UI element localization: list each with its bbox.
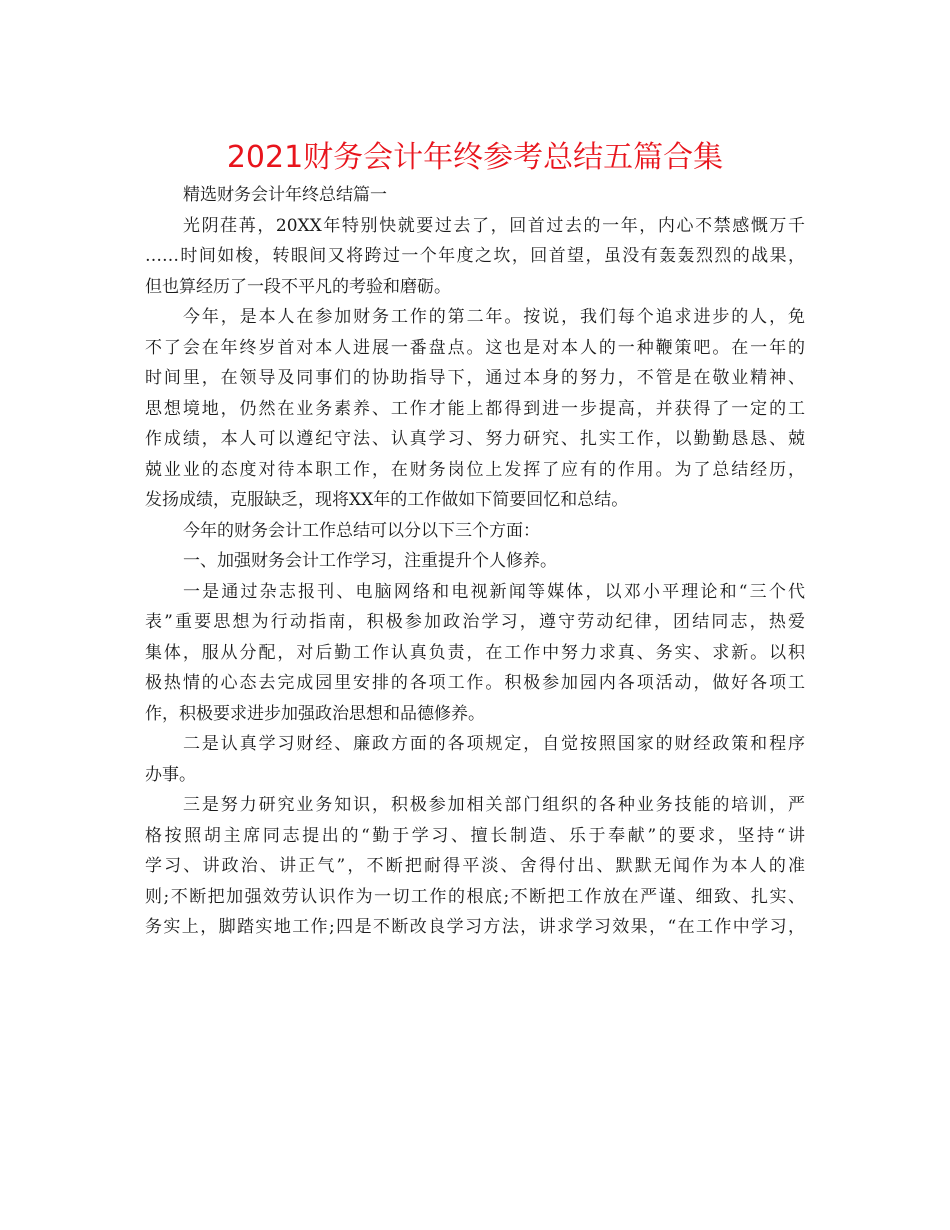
text-line: 思想境地，仍然在业务素养、工作才能上都得到进一步提高，并获得了一定的工: [145, 398, 805, 419]
text-line: 今年的财务会计工作总结可以分以下三个方面：: [183, 520, 540, 541]
text-line: 则;不断把加强效劳认识作为一切工作的根底;不断把工作放在严谨、细致、扎实、: [145, 886, 805, 907]
document-body: [145, 180, 805, 943]
text-line: 光阴荏苒，20XX年特别快就要过去了，回首过去的一年，内心不禁感慨万千: [183, 215, 805, 236]
text-line: 兢业业的态度对待本职工作，在财务岗位上发挥了应有的作用。为了总结经历，: [145, 459, 805, 480]
text-line: 三是努力研究业务知识，积极参加相关部门组织的各种业务技能的培训，严: [183, 795, 805, 815]
text-line: 学习、讲政治、讲正气”，不断把耐得平淡、舍得付出、默默无闻作为本人的准: [145, 856, 805, 876]
text-line: ……时间如梭，转眼间又将跨过一个年度之坎，回首望，虽没有轰轰烈烈的战果，: [145, 246, 805, 266]
text-line: 务实上，脚踏实地工作;四是不断改良学习方法，讲求学习效果，“在工作中学习，: [145, 917, 805, 937]
text-line: 一是通过杂志报刊、电脑网络和电视新闻等媒体，以邓小平理论和“三个代: [183, 581, 805, 602]
text-line: 集体，服从分配，对后勤工作认真负责，在工作中努力求真、务实、求新。以积: [145, 642, 805, 663]
text-line: 时间里，在领导及同事们的协助指导下，通过本身的努力，不管是在敬业精神、: [145, 368, 805, 388]
text-line: 一、加强财务会计工作学习，注重提升个人修养。: [183, 551, 557, 571]
text-line: 精选财务会计年终总结篇一: [183, 185, 387, 205]
text-line: 办事。: [145, 764, 196, 785]
text-line: 极热情的心态去完成园里安排的各项工作。积极参加园内各项活动，做好各项工: [145, 673, 805, 693]
text-line: 作，积极要求进步加强政治思想和品德修养。: [145, 703, 485, 724]
text-line: 但也算经历了一段不平凡的考验和磨砺。: [145, 276, 451, 297]
text-line: 表”重要思想为行动指南，积极参加政治学习，遵守劳动纪律，团结同志，热爱: [145, 612, 805, 632]
text-line: 不了会在年终岁首对本人进展一番盘点。这也是对本人的一种鞭策吧。在一年的: [145, 337, 805, 358]
text-line: 今年，是本人在参加财务工作的第二年。按说，我们每个追求进步的人，免: [183, 307, 805, 327]
text-line: 格按照胡主席同志提出的“勤于学习、擅长制造、乐于奉献”的要求，坚持“讲: [145, 825, 805, 846]
text-line: 作成绩，本人可以遵纪守法、认真学习、努力研究、扎实工作，以勤勤恳恳、兢: [145, 429, 805, 449]
text-line: 二是认真学习财经、廉政方面的各项规定，自觉按照国家的财经政策和程序: [183, 734, 805, 754]
text-line: 发扬成绩，克服缺乏，现将XX年的工作做如下简要回忆和总结。: [145, 490, 629, 510]
document-title: 2021财务会计年终参考总结五篇合集: [226, 140, 724, 175]
